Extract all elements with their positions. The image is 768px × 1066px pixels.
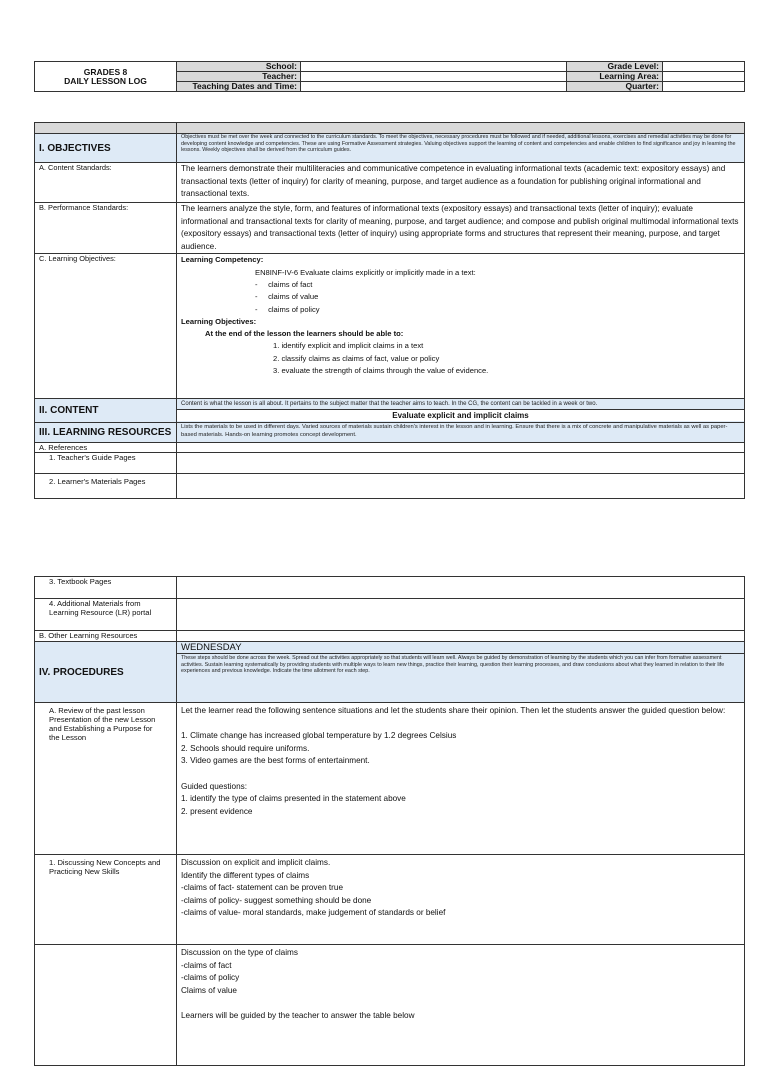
claim-item: - claims of policy: [255, 304, 320, 314]
resources-heading: III. LEARNING RESOURCES: [35, 423, 177, 443]
lesson-table-page2: [34, 576, 745, 1066]
claims-line: Learners will be guided by the teacher to answer the table below: [181, 1010, 415, 1020]
discussing-concepts-text: [177, 855, 745, 945]
additional-materials-field[interactable]: [177, 599, 745, 631]
textbook-pages-label: 3. Textbook Pages: [35, 577, 177, 599]
school-label: School:: [177, 62, 301, 72]
review-line: 1. Climate change has increased global temperature by 1.2 degrees Celsius: [181, 731, 457, 741]
claims-line: -claims of fact: [181, 960, 232, 970]
grey-spacer-right: [177, 123, 745, 134]
performance-standards-text: The learners analyze the style, form, and features of informational texts (expository essays) and transactional texts (letter of inquiry); evaluate informational and transactional texts for clarity of meaning, purpose, and target audience; and compose and publish original multimodal informational texts (expository essays) and transactional texts (letter of inquiry) using appropriate forms and structures that represent their meaning, purpose, and target audience.: [177, 203, 745, 254]
references-label: A. References: [35, 443, 177, 453]
lo-intro: At the end of the lesson the learners should be able to:: [205, 329, 404, 339]
performance-standards-label: B. Performance Standards:: [35, 203, 177, 254]
claim-item: - claims of value: [255, 292, 319, 302]
dates-field[interactable]: [301, 82, 567, 92]
claims-line: Claims of value: [181, 985, 237, 995]
learning-area-label: Learning Area:: [567, 72, 663, 82]
lo-item: 3. evaluate the strength of claims through the value of evidence.: [273, 366, 489, 376]
other-resources-label: B. Other Learning Resources: [35, 631, 177, 642]
practice-label-empty: [35, 945, 177, 1066]
grade-level-label: Grade Level:: [567, 62, 663, 72]
objectives-note: Objectives must be met over the week and connected to the curriculum standards. To meet the objectives, necessary procedures must be followed and if needed, additional lessons, exercises and remedial activities may be done for developing content knowledge and competencies. These are using Formative Assessment strategies. Valuing objectives support the learning of content and competencies and enable children to find significance and joy in learning the lessons. Weekly objectives shall be derived from the curriculum guides.: [177, 134, 745, 163]
school-field[interactable]: [301, 62, 567, 72]
content-standards-label: A. Content Standards:: [35, 163, 177, 203]
teacher-label: Teacher:: [177, 72, 301, 82]
content-topic: Evaluate explicit and implicit claims: [177, 409, 744, 421]
textbook-pages-field[interactable]: [177, 577, 745, 599]
competency-heading: Learning Competency:: [181, 255, 264, 265]
claim-item: - claims of fact: [255, 279, 313, 289]
procedures-note: These steps should be done across the week. Spread out the activities appropriately so that students will learn well. Always be guided by demonstration of learning by the students which you can infer from formative assessment activities. Sustain learning systematically by providing students with multiple ways to learn new things, practice their learning, question their learning processes, and draw conclusions about what they learned in relation to their life experiences and previous knowledge. Indicate the time allotment for each step.: [181, 655, 725, 675]
quarter-field[interactable]: [663, 82, 745, 92]
title-dll: DAILY LESSON LOG: [64, 75, 147, 86]
procedures-cell: [177, 642, 745, 703]
claims-discussion-text: [177, 945, 745, 1066]
lo-item: 1. identify explicit and implicit claims in a text: [273, 341, 424, 351]
discussion-line: -claims of policy- suggest something should be done: [181, 895, 372, 905]
review-line: Guided questions:: [181, 781, 247, 791]
learning-objectives-cell: [177, 254, 745, 399]
competency-code: EN8INF-IV-6 Evaluate claims explicitly or implicitly made in a text:: [255, 267, 476, 277]
review-line: Let the learner read the following sentence situations and let the students share their opinion. Then let the students answer the guided question below:: [181, 706, 726, 715]
content-note: Content is what the lesson is all about. It pertains to the subject matter that the teacher aims to teach. In the CG, the content can be tackled in a week or two.: [181, 401, 598, 408]
review-line: 3. Video games are the best forms of entertainment.: [181, 756, 370, 766]
objectives-heading: I. OBJECTIVES: [35, 134, 177, 163]
review-line: 2. present evidence: [181, 806, 253, 816]
lo-heading: Learning Objectives:: [181, 316, 257, 326]
review-line: [181, 768, 740, 781]
review-line: 1. identify the type of claims presented in the statement above: [181, 794, 406, 804]
quarter-label: Quarter:: [567, 82, 663, 92]
content-heading: II. CONTENT: [35, 399, 177, 423]
review-line: [181, 718, 740, 731]
dates-label: Teaching Dates and Time:: [177, 82, 301, 92]
learning-area-field[interactable]: [663, 72, 745, 82]
grade-level-field[interactable]: [663, 62, 745, 72]
procedures-heading: IV. PROCEDURES: [35, 642, 177, 703]
lo-item: 2. classify claims as claims of fact, value or policy: [273, 353, 440, 363]
other-resources-field[interactable]: [177, 631, 745, 642]
grey-spacer-left: [35, 123, 177, 134]
lm-pages-field[interactable]: [177, 474, 745, 499]
claims-line: Discussion on the type of claims: [181, 948, 298, 957]
review-lesson-label: A. Review of the past lesson Presentation of the new Lesson and Establishing a Purpose for the Lesson: [35, 703, 177, 855]
references-field[interactable]: [177, 443, 745, 453]
log-title: [35, 62, 177, 92]
discussing-concepts-label: 1. Discussing New Concepts and Practicing New Skills: [35, 855, 177, 945]
title-grade: GRADES 8: [83, 66, 128, 77]
tg-pages-field[interactable]: [177, 453, 745, 474]
review-lesson-text: [177, 703, 745, 855]
discussion-line: Discussion on explicit and implicit claims.: [181, 858, 331, 867]
claims-line: -claims of policy: [181, 973, 240, 983]
teacher-field[interactable]: [301, 72, 567, 82]
lm-pages-label: 2. Learner's Materials Pages: [35, 474, 177, 499]
discussion-line: -claims of fact- statement can be proven true: [181, 883, 344, 893]
content-cell: [177, 399, 745, 423]
additional-materials-label: 4. Additional Materials from Learning Resource (LR) portal: [35, 599, 177, 631]
header-table: [34, 61, 745, 92]
discussion-line: -claims of value- moral standards, make judgement of standards or belief: [181, 908, 446, 918]
review-line: 2. Schools should require uniforms.: [181, 743, 310, 753]
tg-pages-label: 1. Teacher's Guide Pages: [35, 453, 177, 474]
learning-objectives-label: C. Learning Objectives:: [35, 254, 177, 399]
content-standards-text: The learners demonstrate their multiliteracies and communicative competence in evaluating informational texts (academic text: expository essays) and transactional texts (letter of inquiry) for clarity of meaning, purpose, and target audience as a foundation for publishing original informational and transactional texts.: [177, 163, 745, 203]
day-label: WEDNESDAY: [177, 642, 744, 654]
claims-line: [181, 997, 740, 1010]
resources-note: Lists the materials to be used in different days. Varied sources of materials sustain children's interest in the lesson and in learning. Ensure that there is a mix of concrete and manipulative materials as well as paper-based materials. Hands-on learning promotes concept development.: [177, 423, 745, 443]
lesson-table-page1: [34, 122, 745, 499]
discussion-line: Identify the different types of claims: [181, 870, 310, 880]
